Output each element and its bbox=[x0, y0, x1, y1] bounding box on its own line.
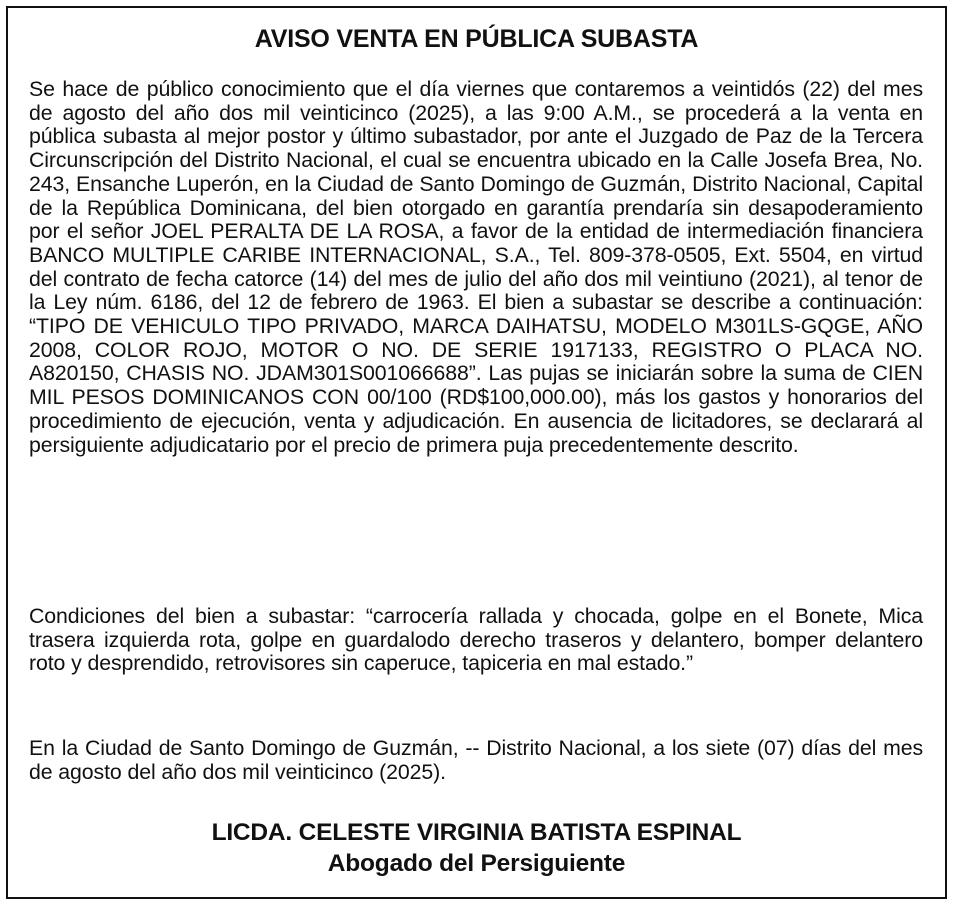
legal-notice bbox=[6, 6, 947, 899]
signature-block bbox=[8, 817, 945, 879]
signer-role: Abogado del Persiguiente bbox=[327, 850, 626, 877]
signer-name: LICDA. CELESTE VIRGINIA BATISTA ESPINAL bbox=[211, 819, 742, 846]
notice-title: AVISO VENTA EN PÚBLICA SUBASTA bbox=[254, 25, 699, 53]
notice-paragraph-main: Se hace de público conocimiento que el día viernes que contaremos a veintidós (22) del mes de agosto del año dos mil veinticinco (2025), a las 9:00 A.M., se procederá a la venta en pública subasta al mejor postor y último subastador, por ante el Juzgado de Paz de la Tercera Circunscripción del Distrito Nacional, el cual se encuentra ubicado en la Calle Josefa Brea, No. 243, Ensanche Luperón, en la Ciudad de Santo Domingo de Guzmán, Distrito Nacional, Capital de la República Dominicana, del bien otorgado en garantía prendaría sin desapoderamiento por el señor JOEL PERALTA DE LA ROSA, a favor de la entidad de intermediación financiera BANCO MULTIPLE CARIBE INTERNACIONAL, S.A., Tel. 809-378-0505, Ext. 5504, en virtud del contrato de fecha catorce (14) del mes de julio del año dos mil veintiuno (2021), al tenor de la Ley núm. 6186, del 12 de febrero de 1963. El bien a subastar se describe a continuación: “TIPO DE VEHICULO TIPO PRIVADO, MARCA DAIHATSU, MODELO M301LS-GQGE, AÑO 2008, COLOR ROJO, MOTOR O NO. DE SERIE 1917133, REGISTRO O PLACA NO. A820150, CHASIS NO. JDAM301S001066688”. Las pujas se iniciarán sobre la suma de CIEN MIL PESOS DOMINICANOS CON 00/100 (RD$100,000.00), más los gastos y honorarios del procedimiento de ejecución, venta y adjudicación. En ausencia de licitadores, se declarará al persiguiente adjudicatario por el precio de primera puja precedentemente descrito. bbox=[29, 77, 923, 457]
notice-paragraph-place-date: En la Ciudad de Santo Domingo de Guzmán, -- Distrito Nacional, a los siete (07) días del mes de agosto del año dos mil veinticinco (2025). bbox=[29, 736, 923, 784]
notice-paragraph-conditions: Condiciones del bien a subastar: “carrocería rallada y chocada, golpe en el Bonete, Mica trasera izquierda rota, golpe en guardalodo derecho traseros y delantero, bomper delantero roto y desprendido, retrovisores sin caperuce, tapiceria en mal estado.” bbox=[29, 604, 923, 676]
